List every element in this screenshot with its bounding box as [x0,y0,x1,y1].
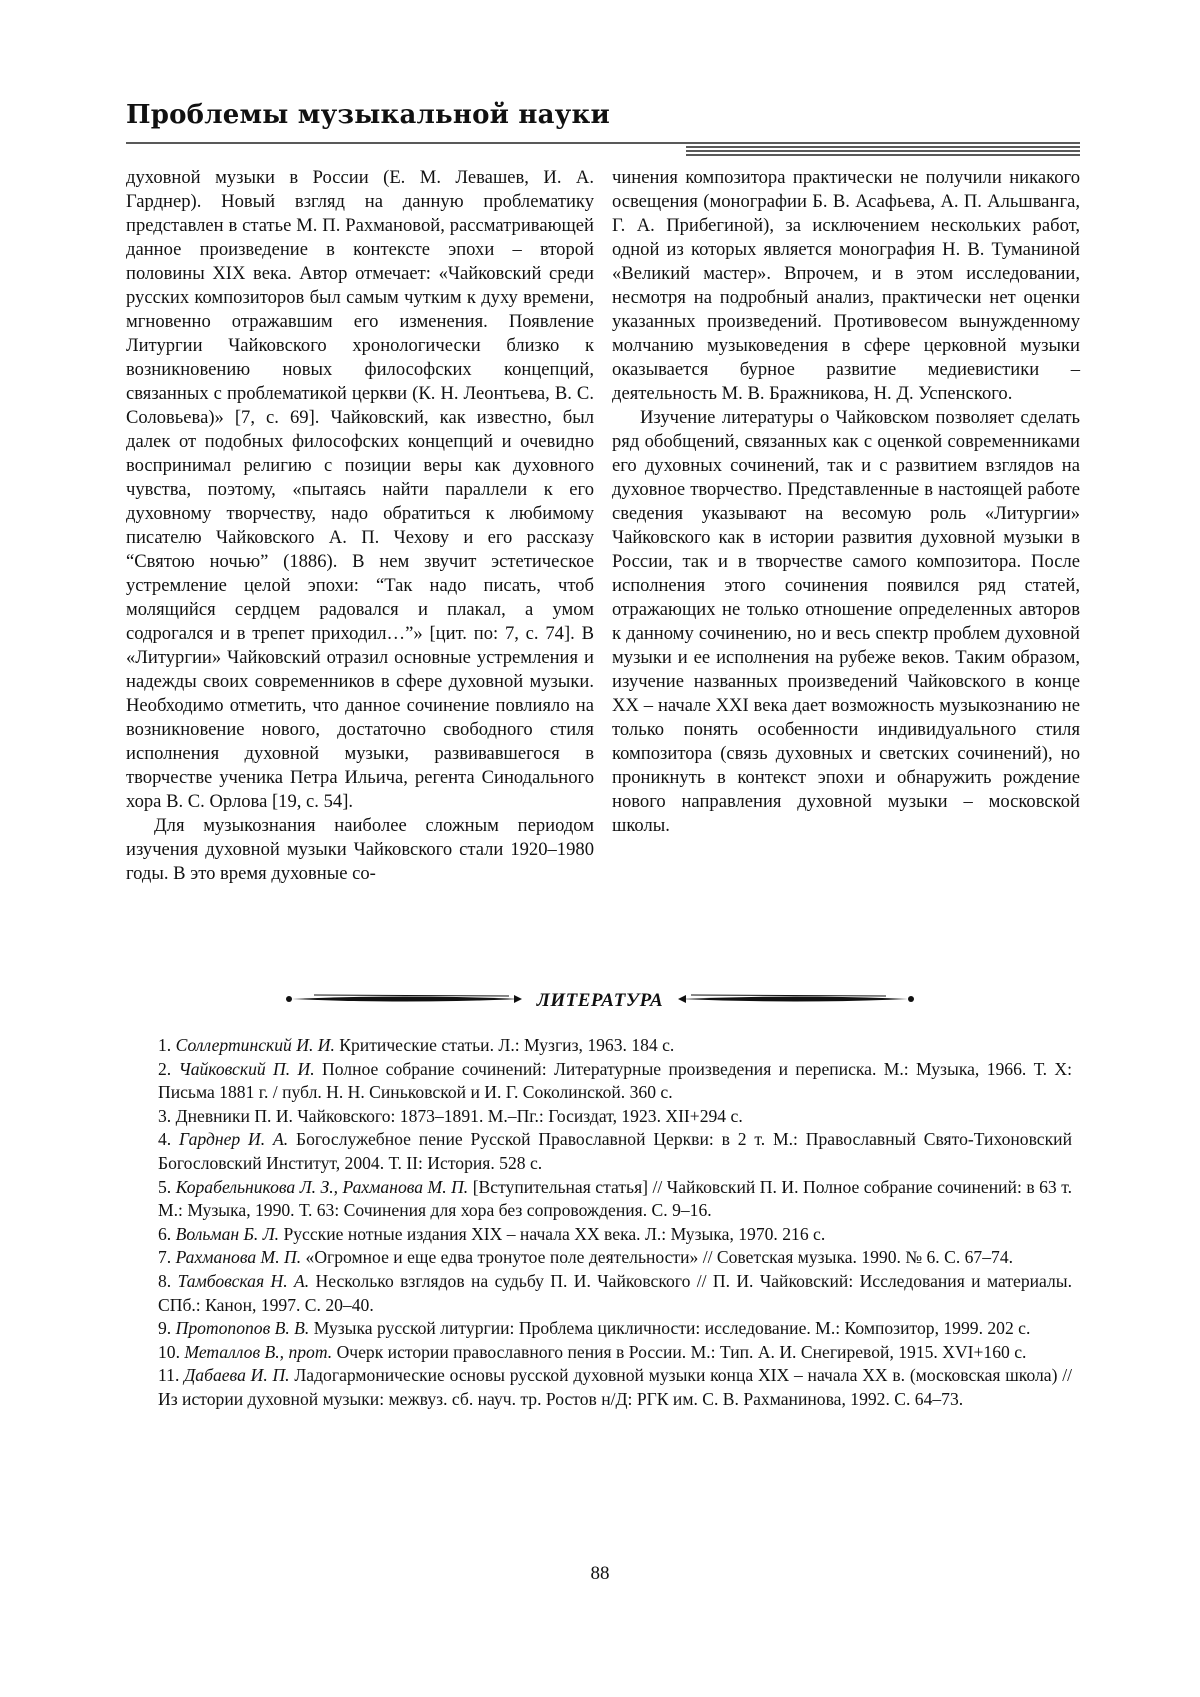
page-number: 88 [590,1563,610,1584]
journal-title: Проблемы музыкальной науки [126,100,610,130]
reference-text: Богослужебное пение Русской Православной Церкви: в 2 т. М.: Православный Свято-Тихоновский Богословский Институт, 2004. Т. II: История. 528 с. [158,1129,1072,1173]
reference-author: Протопопов В. В. [175,1318,310,1339]
reference-author: Чайковский П. И. [178,1058,315,1079]
reference-item [158,1058,1072,1105]
paragraph: чинения композитора практически не получили никакого освещения (монографии Б. В. Асафьева, А. П. Альшванга, Г. А. Прибегиной), за исключением нескольких работ, одной из которых является монография Н. В. Туманиной «Великий мастер». Впрочем, и в этом исследовании, несмотря на подробный анализ, практически нет оценки указанных произведений. Противовесом вынужденному молчанию музыковедения в сфере церковной музыки оказывается бурное развитие медиевистики – деятельность М. В. Бражникова, Н. Д. Успенского. [612,167,1080,404]
right-column [612,166,1080,838]
reference-number: 1. [158,1035,172,1055]
reference-number: 9. [158,1318,172,1339]
reference-item [158,1270,1072,1317]
reference-text: [Вступительная статья] // Чайковский П. И. Полное собрание сочинений: в 63 т. М.: Музыка, 1990. Т. 63: Сочинения для хора без сопровождения. С. 9–16. [158,1176,1072,1221]
reference-text: Несколько взглядов на судьбу П. И. Чайковского // П. И. Чайковский: Исследования и материалы. СПб.: Канон, 1997. С. 20–40. [158,1270,1072,1315]
reference-text: Очерк истории православного пения в России. М.: Тип. А. И. Снегиревой, 1915. XVI+160 с. [336,1341,1027,1362]
paragraph: Для музыкознания наиболее сложным периодом изучения духовной музыки Чайковского стали 1920–1980 годы. В это время духовные со- [126,815,594,884]
reference-item [158,1128,1072,1175]
references-list [158,1034,1072,1412]
reference-text: Музыка русской литургии: Проблема цикличности: исследование. М.: Композитор, 1999. 202 с. [313,1318,1031,1339]
reference-author: Металлов В., прот. [184,1341,333,1362]
reference-number: 10. [158,1341,180,1362]
reference-number: 3. [158,1105,172,1126]
reference-text: «Огромное и еще едва тронутое поле деятельности» // Советская музыка. 1990. № 6. С. 67–74. [305,1247,1014,1268]
reference-number: 8. [158,1270,172,1291]
reference-item [158,1246,1072,1270]
left-column [126,166,594,886]
reference-text: Полное собрание сочинений: Литературные произведения и переписка. М.: Музыка, 1966. Т. X: Письма 1881 г. / публ. Н. Н. Синьковской и И. Г. Соколинской. 360 с. [158,1058,1072,1103]
reference-author: Вольман Б. Л. [175,1223,280,1244]
right-ornament [676,992,916,1006]
reference-item [158,1034,1072,1058]
reference-number: 5. [158,1176,172,1197]
reference-item [158,1223,1072,1247]
reference-author: Рахманова М. П. [175,1247,302,1268]
reference-author: Соллертинский И. И. [175,1035,335,1055]
reference-text: Ладогармонические основы русской духовной музыки конца XIX – начала XX в. (московская школа) // Из истории духовной музыки: межвуз. сб. науч. тр. Ростов н/Д: РГК им. С. В. Рахманинова, 1992. С. 64–73. [158,1365,1073,1409]
reference-text: Критические статьи. Л.: Музгиз, 1963. 184 с. [339,1035,675,1055]
reference-item [158,1176,1072,1223]
reference-item [158,1317,1072,1341]
paragraph: духовной музыки в России (Е. М. Левашев, И. А. Гарднер). Новый взгляд на данную проблематику представлен в статье М. П. Рахмановой, рассматривающей данное произведение в контексте эпохи – второй половины XIX века. Автор отмечает: «Чайковский среди русских композиторов был самым чутким к духу времени, мгновенно отражавшим его изменения. Появление Литургии Чайковского хронологически близко к возникновению новых философских концепций, связанных с проблематикой церкви (К. Н. Леонтьева, В. С. Соловьева)» [7, с. 69]. Чайковский, как известно, был далек от подобных философских концепций и очевидно воспринимал религию с позиции веры как духовного чувства, поэтому, «пытаясь найти параллели к его духовному творчеству, надо обратиться к любимому писателю Чайковского А. П. Чехову и его рассказу “Святою ночью” (1886). В нем звучит эстетическое устремление целой эпохи: “Так надо писать, чтоб молящийся сердцем радовался и плакал, а умом содрогался и в трепет приходил…”» [цит. по: 7, с. 74]. В «Литургии» Чайковский отразил основные устремления и надежды своих современников в сфере духовной музыки. Необходимо отметить, что данное сочинение повлияло на возникновение нового, достаточно свободного стиля исполнения духовной музыки, развивавшегося в творчестве ученика Петра Ильича, регента Синодального хора В. С. Орлова [19, с. 54]. [126,167,594,812]
paragraph: Изучение литературы о Чайковском позволяет сделать ряд обобщений, связанных как с оценкой современниками его духовных сочинений, так и с развитием взглядов на духовное творчество. Представленные в настоящей работе сведения указывают на весомую роль «Литургии» Чайковского как в истории развития духовной музыки в России, так и в творчестве самого композитора. После исполнения этого сочинения появился ряд статей, отражающих не только отношение определенных авторов к данному сочинению, но и весь спектр проблем духовной музыки и ее исполнения на рубеже веков. Таким образом, изучение названных произведений Чайковского в конце XX – начале XXI века дает возможность музыкознанию не только понять особенности индивидуального стиля композитора (связь духовных и светских сочинений), но проникнуть в контекст эпохи и обнаружить рождение нового направления духовной музыки – московской школы. [612,407,1080,836]
reference-item [158,1105,1072,1129]
references-heading: ЛИТЕРАТУРА [536,990,664,1011]
reference-author: Дабаева И. П. [184,1365,290,1386]
header-rule [126,142,1080,156]
reference-number: 7. [158,1247,172,1268]
reference-author: Тамбовская Н. А. [177,1270,310,1291]
reference-item [158,1341,1072,1365]
reference-number: 4. [158,1129,172,1150]
reference-number: 6. [158,1223,172,1244]
reference-item [158,1364,1072,1411]
reference-text: Дневники П. И. Чайковского: 1873–1891. М.–Пг.: Госиздат, 1923. XII+294 с. [175,1105,743,1126]
reference-author: Гарднер И. А. [179,1129,289,1150]
reference-number: 11. [158,1365,180,1386]
reference-author: Корабельникова Л. З., Рахманова М. П. [175,1176,469,1197]
reference-text: Русские нотные издания XIX – начала XX века. Л.: Музыка, 1970. 216 с. [283,1223,826,1244]
reference-number: 2. [158,1058,172,1079]
